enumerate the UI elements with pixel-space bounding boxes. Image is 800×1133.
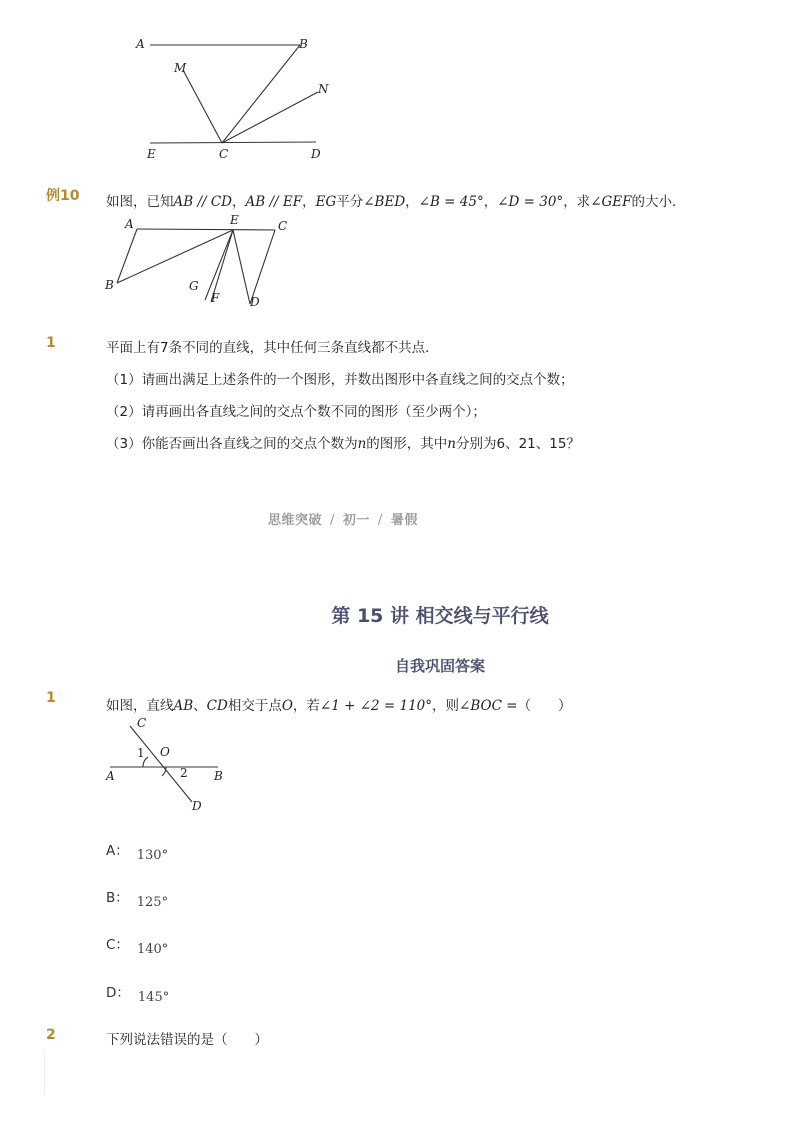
- subquestion-3: [106, 432, 580, 452]
- question-text: 平面上有7条不同的直线，其中任何三条直线都不共点．: [106, 340, 439, 356]
- page-footer: [268, 509, 418, 528]
- label-G: G: [189, 279, 199, 293]
- lecture-title: 第 15 讲 相交线与平行线: [331, 605, 549, 627]
- q1-math-O: O: [281, 698, 293, 714]
- q1-answer-blank: （ ）: [517, 698, 572, 714]
- subquestion-2: （2）请再画出各直线之间的交点个数不同的图形（至少两个）；: [106, 404, 486, 420]
- ex10-sep-1: ，: [232, 194, 246, 210]
- label-D: D: [250, 295, 260, 309]
- option-b[interactable]: [106, 886, 169, 910]
- segment-MC: [183, 70, 222, 143]
- ex10-math-3: EG: [315, 194, 337, 210]
- subquestion-3-part-a: （3）你能否画出各直线之间的交点个数为: [106, 436, 358, 452]
- ex10-math-2: AB // EF: [245, 194, 303, 210]
- label-B: B: [214, 769, 223, 783]
- variable-n: n: [357, 436, 367, 452]
- section-title: 自我巩固答案: [394, 657, 485, 675]
- footer-term: 暑假: [390, 513, 418, 528]
- q1-math-AB: AB: [173, 698, 194, 714]
- option-d[interactable]: [106, 981, 170, 1005]
- option-value: 130°: [136, 848, 169, 863]
- label-C: C: [219, 147, 229, 161]
- segment-CD: [250, 230, 275, 304]
- ex10-text-6: 的大小．: [631, 194, 686, 210]
- example-10-figure: [100, 212, 300, 312]
- q1-math-condition: ∠1 + ∠2 = 110°: [319, 698, 433, 714]
- label-D: D: [311, 147, 321, 161]
- label-angle-2: 2: [180, 766, 188, 780]
- q1-text-2: 、: [193, 698, 207, 714]
- label-angle-1: 1: [137, 746, 145, 760]
- label-B: B: [299, 37, 308, 51]
- question-1-figure: [100, 712, 240, 817]
- label-C: C: [137, 716, 147, 730]
- ex10-sep-4: ，: [483, 194, 498, 210]
- label-A: A: [125, 217, 134, 231]
- option-letter: D：: [106, 985, 130, 1001]
- variable-n: n: [447, 436, 456, 452]
- label-F: F: [211, 291, 220, 305]
- question-number: 1: [46, 690, 56, 706]
- question-text: 下列说法错误的是（ ）: [106, 1032, 268, 1048]
- label-C: C: [278, 219, 288, 233]
- footer-grade: 初一: [342, 513, 370, 528]
- option-value: 140°: [136, 942, 169, 957]
- ex10-sep-2: ，: [302, 194, 316, 210]
- question-text: [106, 694, 572, 714]
- q1-math-CD: CD: [206, 698, 228, 714]
- ex10-math-6: ∠D = 30°: [497, 194, 564, 210]
- q1-math-boc: ∠BOC =: [459, 698, 518, 714]
- label-D: D: [192, 799, 202, 813]
- label-A: A: [136, 37, 145, 51]
- segment-ED: [233, 230, 250, 304]
- ex10-text-3: 平分: [336, 194, 364, 210]
- option-letter: A：: [106, 843, 129, 859]
- footer-separator: /: [330, 513, 335, 528]
- label-O: O: [160, 745, 170, 759]
- q1-text-4: ，若: [292, 698, 320, 714]
- footer-separator: /: [377, 513, 383, 528]
- question-number: 2: [46, 1027, 56, 1043]
- example-10-text: [106, 190, 686, 210]
- option-letter: C：: [106, 937, 129, 953]
- margin-divider: [44, 1050, 45, 1095]
- ex10-math-1: AB // CD: [173, 194, 233, 210]
- option-value: 125°: [136, 895, 169, 910]
- line-CD: [130, 726, 192, 802]
- label-A: A: [106, 769, 115, 783]
- ex10-sep-3: ，: [405, 194, 419, 210]
- label-B: B: [105, 278, 114, 292]
- option-letter: B：: [106, 890, 129, 906]
- q1-text-3: 相交于点: [227, 698, 282, 714]
- segment-BC: [222, 45, 300, 143]
- label-E: E: [230, 213, 239, 227]
- q1-text-5: ，则: [432, 698, 460, 714]
- footer-series: 思维突破: [268, 513, 323, 528]
- option-value: 145°: [137, 990, 170, 1005]
- segment-AC: [137, 229, 275, 230]
- segment-NC: [222, 92, 318, 143]
- example-10-number: 例10: [46, 188, 80, 204]
- segment-BE: [117, 230, 233, 283]
- subquestion-3-part-b: 的图形，其中: [366, 436, 448, 452]
- ex10-math-7: ∠GEF: [590, 194, 632, 210]
- subquestion-1: （1）请画出满足上述条件的一个图形，并数出图形中各直线之间的交点个数；: [106, 372, 574, 388]
- q1-text-1: 如图，直线: [106, 698, 174, 714]
- option-a[interactable]: [106, 839, 169, 863]
- top-geometry-figure: [130, 30, 340, 170]
- ex10-math-5: ∠B = 45°: [418, 194, 484, 210]
- ex10-math-4: ∠BED: [363, 194, 406, 210]
- label-M: M: [174, 61, 187, 75]
- ex10-text-prefix: 如图，已知: [106, 194, 174, 210]
- segment-ED: [150, 142, 316, 143]
- option-c[interactable]: [106, 933, 169, 957]
- label-N: N: [318, 82, 329, 96]
- subquestion-3-part-c: 分别为6、21、15？: [456, 436, 580, 452]
- question-number: 1: [46, 335, 56, 351]
- label-E: E: [147, 147, 156, 161]
- ex10-text-5: ，求: [563, 194, 591, 210]
